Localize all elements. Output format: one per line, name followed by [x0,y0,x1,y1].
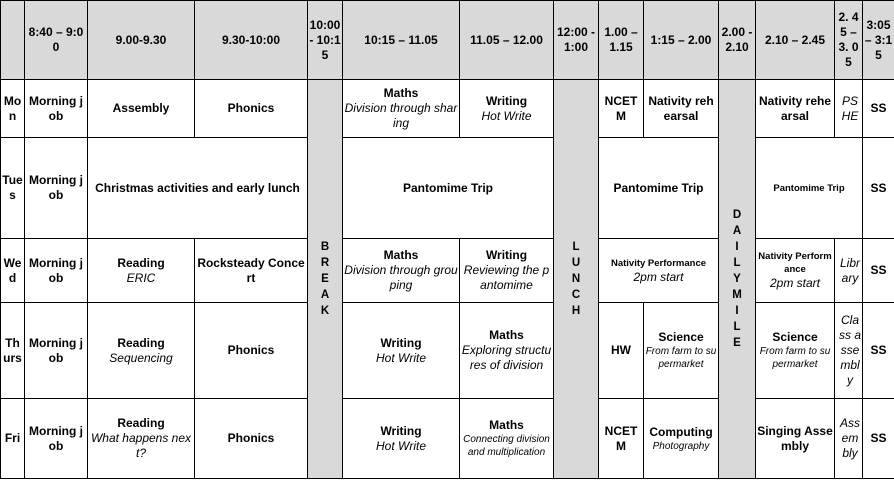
day-friday: Fri [1,399,25,479]
mon-ss-label: SS [870,101,887,115]
cell-wed-performance-2 [756,239,835,303]
thu-hw-label: HW [611,343,631,357]
thu-maths-sub: Exploring structures of division [461,343,552,372]
lunch-label: LUNCH [571,241,581,317]
header-period-4: 10:15 – 11.05 [343,1,460,80]
row-tuesday [1,138,894,239]
thu-science-1-title: Science [658,330,704,344]
thu-writing-title: Writing [380,335,422,350]
cell-fri-ss [863,399,894,479]
mon-ncetm-label: NCETM [604,93,638,123]
thu-morning-label: Morning job [29,335,83,365]
cell-thu-science-2 [756,303,835,399]
header-period-6: 1.00 – 1.15 [599,1,644,80]
cell-fri-singing [756,399,835,479]
cell-thu-phonics [195,303,308,399]
thu-ss-label: SS [870,343,887,357]
wed-writing-title: Writing [485,248,528,262]
cell-thu-ss [863,303,894,399]
fri-writing-sub: Hot Write [375,438,426,453]
header-period-10: 3:05 – 3:15 [863,1,894,80]
mon-assembly-label: Assembly [112,101,170,115]
tue-ss-label: SS [870,180,887,195]
cell-mon-ss [863,80,894,138]
thu-reading-sub: Sequencing [109,350,173,365]
cell-thu-maths [460,303,554,399]
cell-fri-writing [343,399,460,479]
cell-tue-ss [863,138,894,239]
fri-ncetm-label: NCETM [604,423,638,453]
cell-mon-nativity-2 [756,80,835,138]
tue-christmas-label: Christmas activities and early lunch [95,180,300,195]
fri-reading-title: Reading [117,416,165,430]
fri-reading-sub: What happens next? [90,431,192,460]
cell-wed-reading [88,239,195,303]
day-wednesday: Wed [1,239,25,303]
header-day-corner [1,1,25,80]
cell-tue-morning [25,138,88,239]
cell-mon-assembly [88,80,195,138]
day-tuesday: Tues [1,138,25,239]
mon-nativity-2-label: Nativity rehearsal [758,93,832,123]
header-period-5: 11.05 – 12.00 [460,1,554,80]
cell-fri-computing [644,399,719,479]
mon-maths-sub: Division through sharing [344,101,458,130]
header-mile-time: 2.00 - 2.10 [719,1,756,80]
header-break-time: 10:00 - 10:15 [308,1,343,80]
cell-thu-reading [88,303,195,399]
break-label: BREAK [320,241,330,317]
wed-writing-sub: Reviewing the pantomime [463,263,550,292]
cell-tue-trip-1 [343,138,554,239]
wed-maths-sub: Division through grouping [344,263,458,292]
tue-trip-3-label: Pantomime Trip [773,182,845,194]
cell-thu-writing [343,303,460,399]
wed-reading-title: Reading [117,255,165,270]
mon-writing-sub: Hot Write [481,108,532,123]
tue-trip-2-label: Pantomime Trip [613,180,704,195]
wed-perf-1-title: Nativity Performance [610,257,707,269]
day-thursday: Thurs [1,303,25,399]
fri-singing-label: Singing Assembly [757,423,833,453]
cell-tue-trip-2 [599,138,719,239]
cell-fri-assembly [835,399,863,479]
wed-perf-2-sub: 2pm start [769,276,820,290]
cell-wed-ss [863,239,894,303]
cell-mon-writing [460,80,554,138]
header-period-7: 1:15 – 2.00 [644,1,719,80]
lunch-column [554,80,599,479]
cell-mon-pshe [835,80,863,138]
thu-class-assembly-label: Class assembly [839,313,862,387]
mon-maths-title: Maths [383,86,419,100]
cell-fri-morning [25,399,88,479]
thu-phonics-label: Phonics [227,343,275,357]
thu-reading-title: Reading [117,335,165,350]
cell-thu-class-assembly [835,303,863,399]
wed-perf-1-sub: 2pm start [633,269,684,284]
cell-wed-library [835,239,863,303]
row-wednesday [1,239,894,303]
wed-concert-label: Rocksteady Concert [197,255,305,285]
fri-maths-sub: Connecting division and multiplication [463,434,550,458]
thu-science-2-title: Science [772,330,818,344]
cell-mon-morning [25,80,88,138]
cell-wed-concert [195,239,308,303]
daily-mile-column [719,80,756,479]
cell-fri-phonics [195,399,308,479]
cell-mon-ncetm [599,80,644,138]
header-lunch-time: 12:00 - 1:00 [554,1,599,80]
fri-assembly-label: Assembly [839,416,860,460]
row-thursday [1,303,894,399]
thu-science-1-sub: From farm to supermarket [645,346,717,370]
cell-wed-maths [343,239,460,303]
tue-morning-label: Morning job [29,173,83,202]
mon-phonics-label: Phonics [227,101,275,115]
mon-pshe-label: PSHE [841,93,859,123]
cell-tue-christmas [88,138,308,239]
thu-writing-sub: Hot Write [375,350,426,365]
header-row [1,1,894,80]
cell-thu-science-1 [644,303,719,399]
cell-wed-writing [460,239,554,303]
wed-perf-2-title: Nativity Performance [758,251,832,275]
cell-thu-hw [599,303,644,399]
cell-mon-maths [343,80,460,138]
fri-maths-title: Maths [489,418,524,432]
cell-tue-trip-3 [756,138,863,239]
header-period-3: 9.30-10:00 [195,1,308,80]
thu-science-2-sub: From farm to supermarket [759,346,831,370]
header-period-9: 2. 45 – 3. 05 [835,1,863,80]
fri-writing-title: Writing [380,423,422,438]
cell-wed-morning [25,239,88,303]
cell-fri-ncetm [599,399,644,479]
mon-writing-title: Writing [485,93,528,108]
cell-thu-morning [25,303,88,399]
fri-computing-title: Computing [649,424,713,439]
cell-fri-maths [460,399,554,479]
day-monday: Mon [1,80,25,138]
header-period-8: 2.10 – 2.45 [756,1,835,80]
fri-computing-sub: Photography [652,440,710,452]
cell-mon-phonics [195,80,308,138]
mon-nativity-1-label: Nativity rehearsal [648,93,714,123]
mon-morning-label: Morning job [29,93,83,123]
cell-wed-performance-1 [599,239,719,303]
thu-maths-title: Maths [489,328,524,342]
break-column [308,80,343,479]
wed-library-label: Library [839,255,860,285]
row-monday [1,80,894,138]
fri-morning-label: Morning job [29,423,83,453]
fri-phonics-label: Phonics [227,431,275,445]
cell-mon-nativity-1 [644,80,719,138]
wed-maths-title: Maths [383,248,419,262]
tue-trip-1-label: Pantomime Trip [402,180,494,195]
row-friday [1,399,894,479]
cell-fri-reading [88,399,195,479]
header-period-2: 9.00-9.30 [88,1,195,80]
daily-mile-label: DAILY MILE [732,209,742,349]
header-period-1: 8:40 – 9:00 [25,1,88,80]
wed-reading-sub: ERIC [126,270,156,285]
fri-ss-label: SS [870,431,887,445]
wed-ss-label: SS [870,263,887,277]
wed-morning-label: Morning job [29,255,83,285]
